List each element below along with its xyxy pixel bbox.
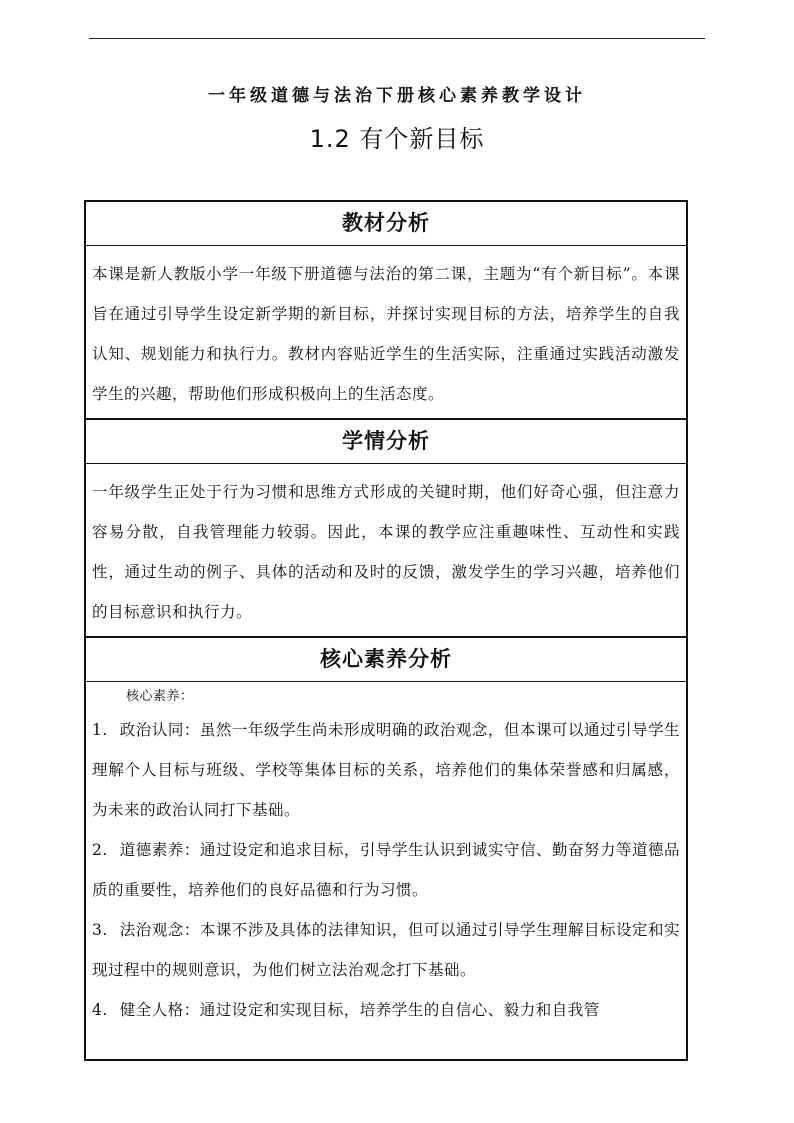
section-body-core-literacy-analysis (86, 682, 686, 1059)
list-item-number: 2. (92, 841, 108, 859)
list-item (92, 990, 680, 1030)
lesson-title: 1.2 有个新目标 (309, 125, 485, 153)
header-rule (89, 38, 705, 39)
lesson-design-table (84, 200, 688, 1061)
list-item-text: 道德素养：通过设定和追求目标，引导学生认识到诚实守信、勤奋努力等道德品质的重要性，培养他们的良好品德和行为习惯。 (92, 841, 680, 899)
section-body-textbook-analysis: 本课是新人教版小学一年级下册道德与法治的第二课，主题为“有个新目标”。本课旨在通过引导学生设定新学期的新目标，并探讨实现目标的方法，培养学生的自我认知、规划能力和执行力。教材内容贴近学生的生活实际，注重通过实践活动激发学生的兴趣，帮助他们形成积极向上的生活态度。 (86, 246, 686, 420)
list-item-text: 健全人格：通过设定和实现目标，培养学生的自信心、毅力和自我管 (119, 1001, 600, 1019)
list-item-text: 法治观念：本课不涉及具体的法律知识，但可以通过引导学生理解目标设定和实现过程中的规则意识，为他们树立法治观念打下基础。 (92, 921, 680, 979)
list-item (92, 830, 680, 910)
section-heading-learner-analysis: 学情分析 (86, 420, 686, 464)
list-item-number: 3. (92, 921, 108, 939)
list-item-text: 政治认同：虽然一年级学生尚未形成明确的政治观念，但本课可以通过引导学生理解个人目标与班级、学校等集体目标的关系，培养他们的集体荣誉感和归属感，为未来的政治认同打下基础。 (92, 721, 680, 819)
section-heading-textbook-analysis: 教材分析 (86, 202, 686, 246)
list-item (92, 910, 680, 990)
section-heading-core-literacy-analysis: 核心素养分析 (86, 638, 686, 682)
section-body-learner-analysis: 一年级学生正处于行为习惯和思维方式形成的关键时期，他们好奇心强，但注意力容易分散，自我管理能力较弱。因此，本课的教学应注重趣味性、互动性和实践性，通过生动的例子、具体的活动和及时的反馈，激发学生的学习兴趣，培养他们的目标意识和执行力。 (86, 464, 686, 638)
document-title: 一年级道德与法治下册核心素养教学设计 (208, 86, 586, 106)
list-item (92, 710, 680, 830)
list-item-number: 4. (92, 1001, 108, 1019)
list-item-number: 1. (92, 721, 108, 739)
core-literacy-label: 核心素养： (126, 689, 194, 704)
